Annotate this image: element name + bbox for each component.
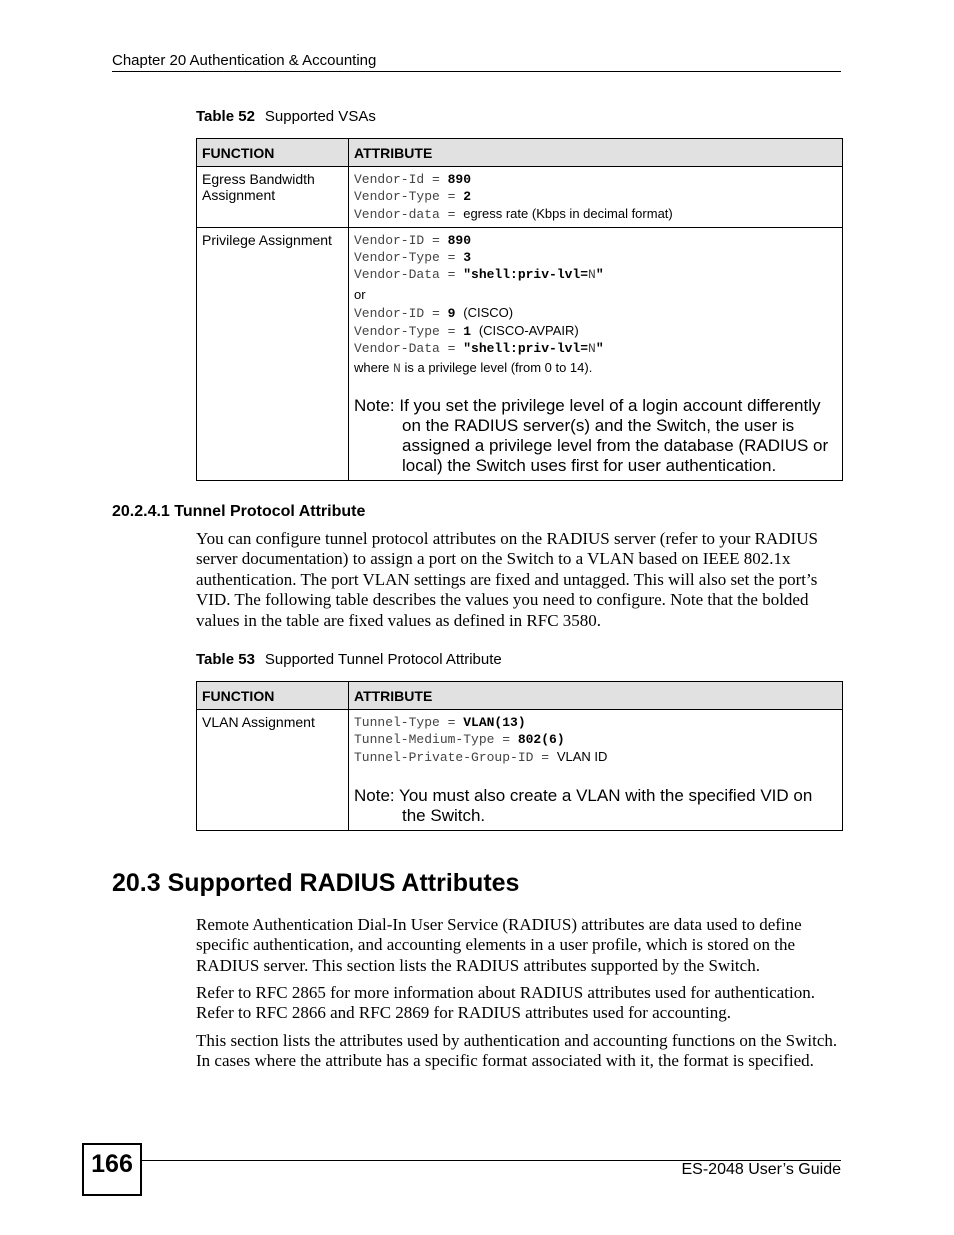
where-suffix: is a privilege level (from 0 to 14). bbox=[404, 360, 593, 375]
attr-key: Vendor-Type = bbox=[354, 189, 464, 204]
attr-key: Vendor-ID = bbox=[354, 233, 448, 248]
section-heading: 20.3 Supported RADIUS Attributes bbox=[112, 869, 520, 897]
attr-value-end: " bbox=[595, 341, 604, 356]
attr-value: 2 bbox=[463, 189, 472, 204]
attr-value: 890 bbox=[447, 172, 472, 187]
table-52 bbox=[196, 138, 843, 481]
attr-key: Vendor-Type = bbox=[354, 324, 464, 339]
table-caption-text: Supported Tunnel Protocol Attribute bbox=[264, 651, 502, 668]
body-paragraph: You can configure tunnel protocol attributes on the RADIUS server (refer to your RADIUS server documentation) to assign a port on the Switch to a VLAN based on IEEE 802.1x authentication. The port VLAN settings are fixed and untagged. This will also set the port’s VID. The following table describes the values you need to configure. Note that the bolded values in the table are fixed values as defined in RFC 3580. bbox=[196, 529, 818, 630]
body-paragraph: Remote Authentication Dial-In User Service (RADIUS) attributes are data used to define specific authentication, and accounting elements in a user profile, which is stored on the RADIUS server. This section lists the RADIUS attributes supported by the Switch. bbox=[196, 915, 802, 975]
column-header-attribute: ATTRIBUTE bbox=[349, 139, 843, 167]
attribute-cell bbox=[349, 228, 843, 481]
table-header-row bbox=[197, 682, 843, 710]
attr-key: Vendor-Id = bbox=[354, 172, 448, 187]
running-header: Chapter 20 Authentication & Accounting bbox=[112, 52, 377, 69]
table-header-row bbox=[197, 139, 843, 167]
function-cell: VLAN Assignment bbox=[197, 710, 349, 831]
attr-value: 9 bbox=[447, 306, 456, 321]
guide-title: ES-2048 User’s Guide bbox=[681, 1161, 841, 1178]
attr-value: "shell:priv-lvl= bbox=[463, 341, 589, 356]
attr-description: egress rate (Kbps in decimal format) bbox=[463, 206, 673, 221]
table-53 bbox=[196, 681, 843, 831]
attr-variable: N bbox=[588, 267, 596, 282]
attr-value: 890 bbox=[447, 233, 472, 248]
function-cell: Privilege Assignment bbox=[197, 228, 349, 481]
attr-value-end: " bbox=[595, 267, 604, 282]
section-heading: 20.2.4.1 Tunnel Protocol Attribute bbox=[112, 503, 366, 520]
table-53-caption bbox=[196, 651, 502, 668]
table-caption-text: Supported VSAs bbox=[264, 108, 376, 125]
where-variable: N bbox=[393, 361, 401, 376]
where-text bbox=[354, 359, 837, 378]
column-header-function: FUNCTION bbox=[197, 682, 349, 710]
attr-key: Tunnel-Private-Group-ID = bbox=[354, 750, 557, 765]
attr-value: 802(6) bbox=[517, 732, 565, 747]
attr-key: Vendor-ID = bbox=[354, 306, 448, 321]
attr-description: (CISCO) bbox=[463, 305, 514, 320]
attr-variable: N bbox=[588, 341, 596, 356]
note: Note: You must also create a VLAN with the specified VID on the Switch. bbox=[354, 786, 813, 825]
attr-key: Tunnel-Type = bbox=[354, 715, 464, 730]
table-caption-label: Table 53 bbox=[196, 651, 255, 668]
attribute-cell bbox=[349, 167, 843, 228]
note: Note: If you set the privilege level of a login account differently on the RADIUS server(s) and the Switch, the user is assigned a privilege level from the database (RADIUS or local) the Switch uses first for user authentication. bbox=[354, 396, 829, 475]
column-header-function: FUNCTION bbox=[197, 139, 349, 167]
attr-key: Vendor-Data = bbox=[354, 267, 464, 282]
column-header-attribute: ATTRIBUTE bbox=[349, 682, 843, 710]
attr-value: 1 bbox=[463, 324, 472, 339]
attr-key: Vendor-Data = bbox=[354, 341, 464, 356]
attr-value: VLAN(13) bbox=[463, 715, 526, 730]
body-paragraph: Refer to RFC 2865 for more information about RADIUS attributes used for authentication. Refer to RFC 2866 and RFC 2869 for RADIUS attributes used for accounting. bbox=[196, 983, 815, 1023]
attr-key: Vendor-Type = bbox=[354, 250, 464, 265]
page-number: 166 bbox=[91, 1150, 133, 1178]
or-text: or bbox=[354, 287, 366, 302]
attr-description: (CISCO-AVPAIR) bbox=[478, 323, 579, 338]
attribute-cell bbox=[349, 710, 843, 831]
attr-value: 3 bbox=[463, 250, 472, 265]
header-rule bbox=[112, 71, 841, 72]
body-paragraph: This section lists the attributes used by authentication and accounting functions on the Switch. In cases where the attribute has a specific format associated with it, the format is specified. bbox=[196, 1031, 838, 1071]
table-row bbox=[197, 167, 843, 228]
table-caption-label: Table 52 bbox=[196, 108, 255, 125]
table-row bbox=[197, 710, 843, 831]
attr-key: Vendor-data = bbox=[354, 207, 464, 222]
table-row bbox=[197, 228, 843, 481]
table-52-caption bbox=[196, 108, 376, 125]
attr-value: "shell:priv-lvl= bbox=[463, 267, 589, 282]
where-prefix: where bbox=[354, 360, 390, 375]
function-cell: Egress Bandwidth Assignment bbox=[197, 167, 349, 228]
attr-description: VLAN ID bbox=[556, 749, 608, 764]
attr-key: Tunnel-Medium-Type = bbox=[354, 732, 518, 747]
